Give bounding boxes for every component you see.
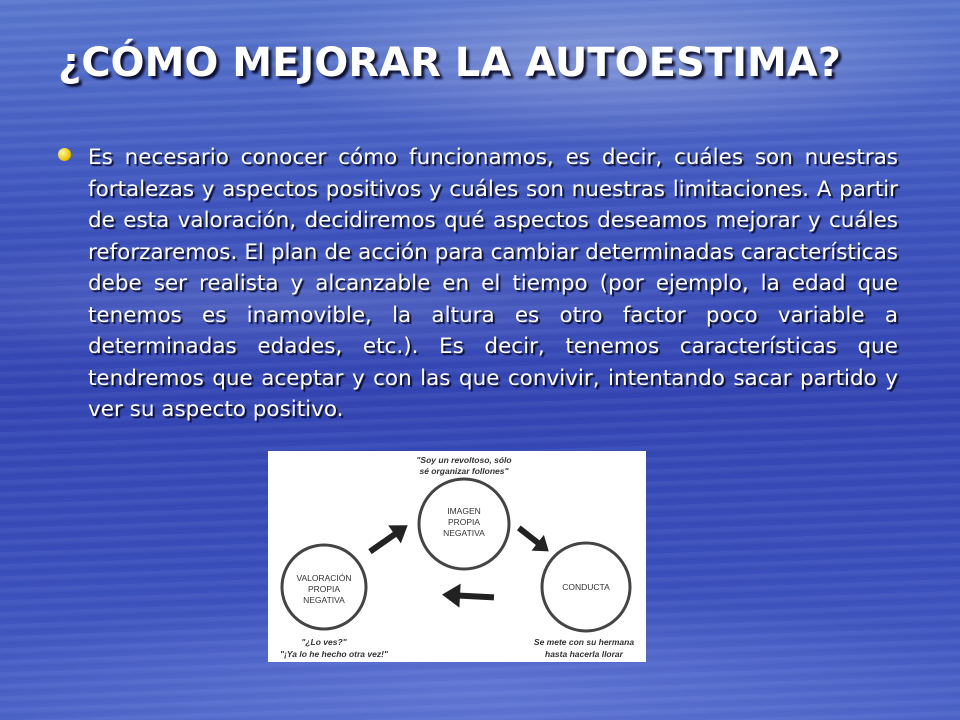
bullet-text: Es necesario conocer cómo funcionamos, es decir, cuáles son nuestras fortalezas y aspectos positivos y cuáles son nuestras limitaciones. A partir de esta valoración, decidiremos qué aspectos deseamos mejorar y cuáles reforzaremos. El plan de acción para cambiar determinadas características debe ser realista y alcanzable en el tiempo (por ejemplo, la edad que tenemos es inamovible, la altura es otro factor poco variable a determinadas edades, etc.). Es decir, tenemos características que tendremos que aceptar y con las que convivir, intentando sacar partido y ver su aspecto positivo. <box>88 145 898 422</box>
top-quote-line1: "Soy un revoltoso, sólo <box>416 455 512 465</box>
arrow-up-right-icon <box>364 516 414 560</box>
image-label-line3: NEGATIVA <box>443 528 485 538</box>
valuation-label-line1: VALORACIÓN <box>296 573 352 583</box>
bottom-left-quote-line2: "¡Ya lo he hecho otra vez!" <box>280 649 388 659</box>
image-label-line2: PROPIA <box>447 517 481 527</box>
bullet-dot-icon <box>58 148 71 161</box>
conduct-label: CONDUCTA <box>562 582 610 592</box>
self-esteem-cycle-diagram <box>268 451 646 662</box>
valuation-label-line2: PROPIA <box>307 584 341 594</box>
bottom-left-quote-line1: "¿Lo ves?" <box>301 637 347 647</box>
arrow-left-icon <box>441 583 494 610</box>
bottom-right-caption-line1: Se mete con su hermana <box>533 637 635 647</box>
cycle-diagram-svg <box>268 451 646 662</box>
slide-title: ¿CÓMO MEJORAR LA AUTOESTIMA? <box>58 40 841 86</box>
arrow-down-right-icon <box>513 520 555 559</box>
bottom-right-caption-line2: hasta hacerla llorar <box>545 649 623 659</box>
bullet-point <box>58 142 898 426</box>
image-label-line1: IMAGEN <box>447 506 481 516</box>
valuation-label-line3: NEGATIVA <box>303 595 345 605</box>
top-quote-line2: sé organizar follones" <box>419 466 509 476</box>
